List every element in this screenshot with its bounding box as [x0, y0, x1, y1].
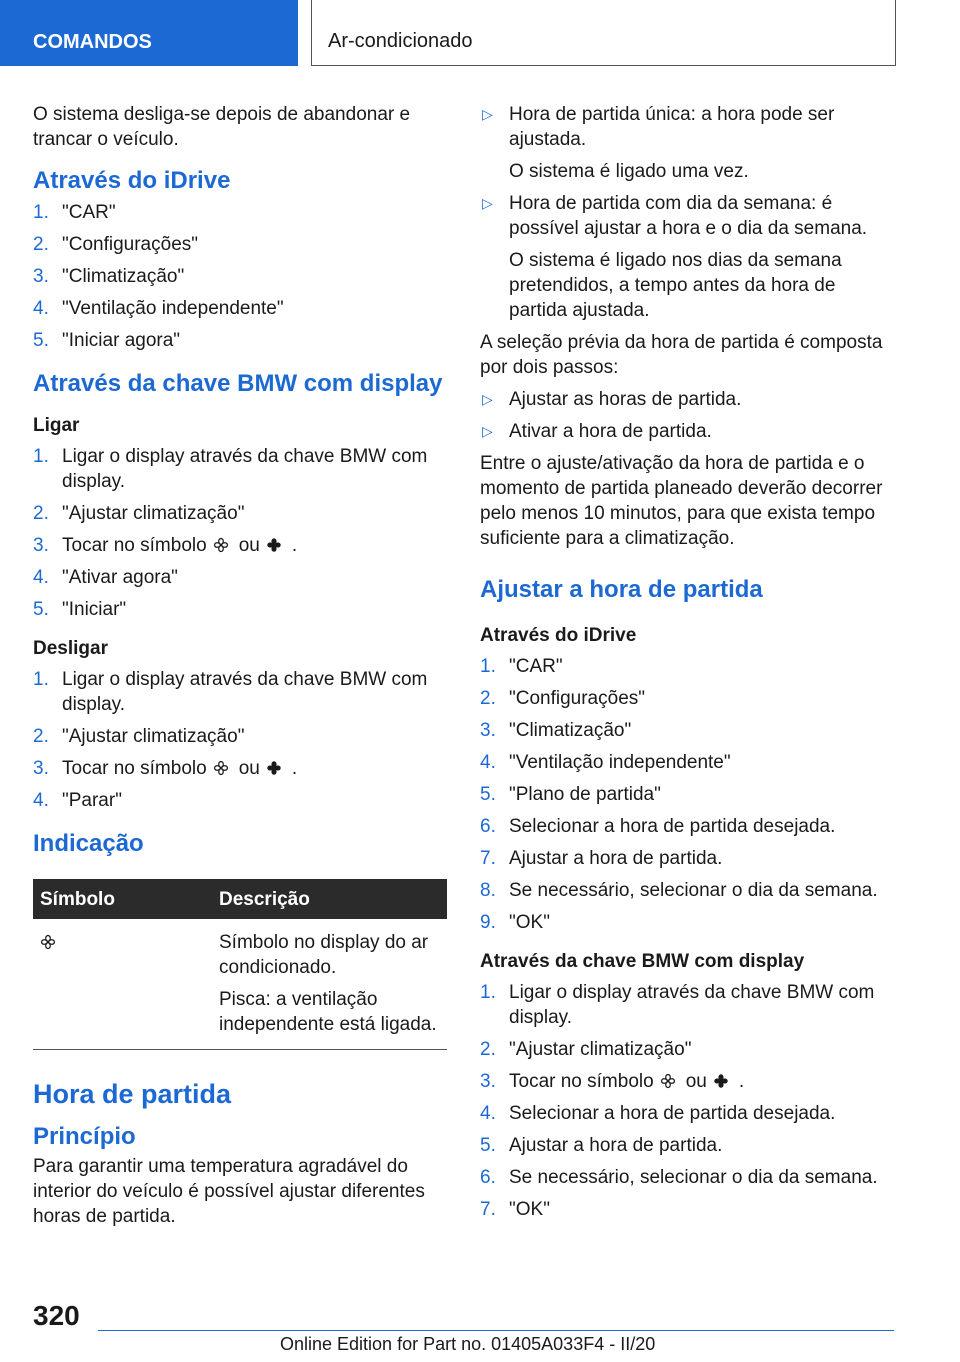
footer-divider: [98, 1330, 894, 1331]
fan-outline-icon: [213, 760, 229, 776]
indication-heading: Indicação: [33, 830, 144, 857]
list-item: ▷ Ativar a hora de partida.: [482, 421, 712, 442]
list-item: 2. "Ajustar climatização": [33, 503, 245, 524]
list-item: 7. "OK": [480, 1199, 550, 1220]
step-number: 2.: [33, 234, 49, 255]
adjust-key-steps: [480, 980, 894, 1222]
intro-paragraph: O sistema desliga-se depois de abandonar e trancar o veículo.: [33, 104, 411, 150]
key-subheading: Através da chave BMW com display: [480, 951, 805, 972]
page-number: 320: [33, 1300, 80, 1331]
triangle-right-icon: ▷: [482, 391, 493, 407]
triangle-right-icon: ▷: [482, 423, 493, 439]
list-item: 3. Tocar no símbolo ou .: [480, 1071, 745, 1092]
list-item: ▷ Hora de partida única: a hora pode ser ajustada. O sistema é ligado uma vez.: [482, 104, 835, 182]
interval-paragraph: Entre o ajuste/ativação da hora de partida e o momento de partida planeado deverão decorrer pelo menos 10 minutos, para que exista tempo suficiente para a climatização.: [480, 453, 883, 549]
list-item: 3. Tocar no símbolo ou .: [33, 535, 298, 556]
left-column: [33, 102, 447, 1236]
list-item: 4. Selecionar a hora de partida desejada.: [480, 1103, 836, 1124]
table-row: [33, 919, 447, 1050]
right-column: [480, 102, 894, 1229]
list-item: 1. Ligar o display através da chave BMW com display.: [33, 669, 428, 715]
preselect-paragraph: A seleção prévia da hora de partida é composta por dois passos:: [480, 332, 883, 378]
fan-outline-icon: [213, 537, 229, 553]
adjust-idrive-steps: [480, 654, 894, 935]
list-item: 2. "Configurações": [480, 688, 646, 709]
on-steps: [33, 444, 447, 622]
list-item: 8. Se necessário, selecionar o dia da semana.: [480, 880, 878, 901]
list-item: 2. "Configurações": [33, 234, 199, 255]
table-header-description: Descrição: [205, 879, 447, 919]
list-item: 6. Se necessário, selecionar o dia da semana.: [480, 1167, 878, 1188]
section-tab: COMANDOS: [0, 0, 298, 66]
departure-heading: Hora de partida: [33, 1079, 232, 1109]
footer-edition: Online Edition for Part no. 01405A033F4 - II/20: [280, 1334, 656, 1354]
list-item: 4. "Ativar agora": [33, 567, 178, 588]
table-description: Pisca: a ventilação independente está ligada.: [219, 989, 437, 1035]
list-item: 1. "CAR": [33, 202, 116, 223]
on-heading: Ligar: [33, 415, 80, 436]
step-number: 3.: [33, 266, 49, 287]
departure-type-list: [480, 102, 894, 323]
list-item: 3. "Climatização": [480, 720, 632, 741]
page-header: [0, 0, 960, 66]
triangle-right-icon: ▷: [482, 106, 493, 122]
list-item: 2. "Ajustar climatização": [33, 726, 245, 747]
triangle-right-icon: ▷: [482, 195, 493, 211]
adjust-heading: Ajustar a hora de partida: [480, 576, 763, 603]
list-item: 6. Selecionar a hora de partida desejada.: [480, 816, 836, 837]
list-item: 7. Ajustar a hora de partida.: [480, 848, 723, 869]
idrive-steps: [33, 200, 447, 353]
list-item: 9. "OK": [480, 912, 550, 933]
idrive-heading: Através do iDrive: [33, 167, 231, 194]
step-number: 1.: [33, 202, 49, 223]
list-item: ▷ Ajustar as horas de partida.: [482, 389, 742, 410]
principle-heading: Princípio: [33, 1123, 136, 1150]
list-item: 3. Tocar no símbolo ou .: [33, 758, 298, 779]
list-item: 1. Ligar o display através da chave BMW com display.: [33, 446, 428, 492]
symbol-table: [33, 879, 447, 1050]
preselect-steps: [480, 387, 894, 444]
list-item: 1. "CAR": [480, 656, 563, 677]
off-heading: Desligar: [33, 638, 108, 659]
fan-solid-icon: [266, 537, 282, 553]
idrive-subheading: Através do iDrive: [480, 625, 637, 646]
list-item: ▷ Hora de partida com dia da semana: é possível ajustar a hora e o dia da semana. O sistema é ligado nos dias da semana pretendidos, a tempo antes da hora de partida ajustada.: [482, 193, 868, 321]
list-item: 5. "Plano de partida": [480, 784, 661, 805]
list-item: 2. "Ajustar climatização": [480, 1039, 692, 1060]
list-item: 5. "Iniciar agora": [33, 330, 181, 351]
list-item: 3. "Climatização": [33, 266, 185, 287]
fan-outline-icon: [660, 1073, 676, 1089]
key-heading: Através da chave BMW com display: [33, 370, 443, 397]
table-description: Símbolo no display do ar condicionado.: [219, 932, 429, 978]
list-item: 1. Ligar o display através da chave BMW com display.: [480, 982, 875, 1028]
step-number: 5.: [33, 330, 49, 351]
off-steps: [33, 667, 447, 813]
step-number: 4.: [33, 298, 49, 319]
list-item: 5. "Iniciar": [33, 599, 127, 620]
list-item: 4. "Ventilação independente": [480, 752, 731, 773]
list-item: 5. Ajustar a hora de partida.: [480, 1135, 723, 1156]
principle-paragraph: Para garantir uma temperatura agradável do interior do veículo é possível ajustar diferentes horas de partida.: [33, 1156, 425, 1227]
fan-outline-icon: [40, 934, 56, 950]
chapter-title: Ar-condicionado: [311, 0, 896, 66]
fan-solid-icon: [266, 760, 282, 776]
list-item: 4. "Parar": [33, 790, 122, 811]
table-header-symbol: Símbolo: [33, 879, 205, 919]
fan-solid-icon: [713, 1073, 729, 1089]
list-item: 4. "Ventilação independente": [33, 298, 284, 319]
